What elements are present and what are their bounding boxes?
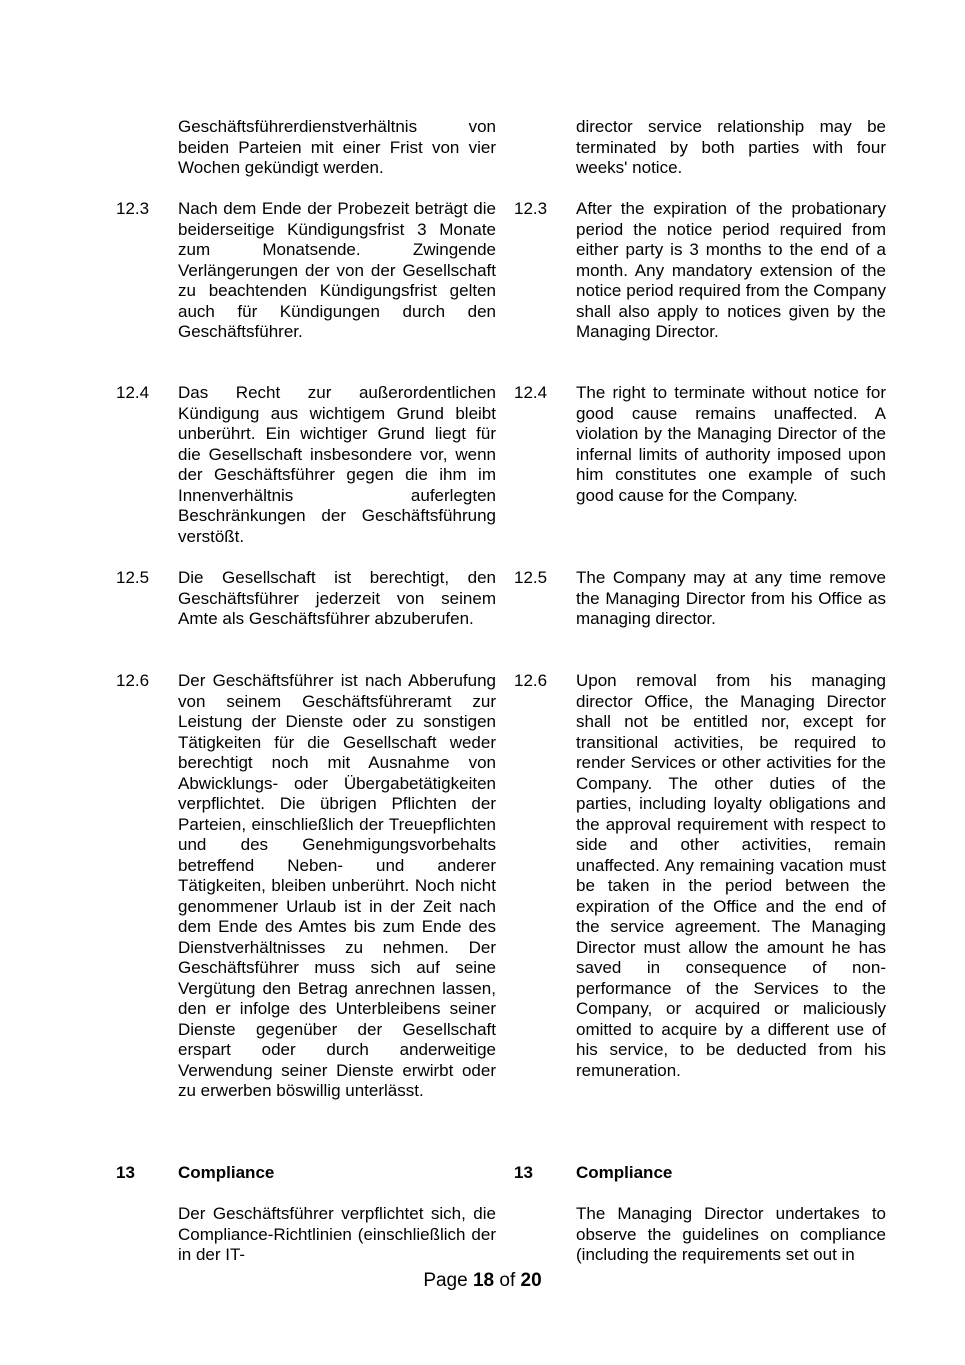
clause-number-en: 12.6 — [514, 671, 548, 690]
section-number-en: 13 — [514, 1163, 533, 1182]
clause-text-en: director service relationship may be terminated by both parties with four weeks' notice. — [576, 117, 886, 177]
current-page: 18 — [472, 1270, 495, 1291]
section-number-de: 13 — [116, 1163, 135, 1182]
clause-text-en: Upon removal from his managing director Office, the Managing Director shall not be entitled nor, except for transitional activities, be required to render Services or other activities for the Company. The other duties of the parties, including loyalty obligations and the approval requirement with respect to side and other activities, remain unaffected. Any remaining vacation must be taken in the period between the expiration of the Office and the end of the service agreement. The Managing Director must allow the amount he has saved in consequence of non-performance of the Services to the Company, or acquired or maliciously omitted to acquire by a different use of his service, to be deducted from his remuneration. — [576, 671, 886, 1080]
clause-text-de: Nach dem Ende der Probezeit beträgt die beiderseitige Kündigungsfrist 3 Monate zum Monatsende. Zwingende Verlängerungen der von der Gesellschaft zu beachtenden Kündigungsfrist gelten auch für Kündigungen durch den Geschäftsführer. — [178, 199, 496, 341]
clause-number-en: 12.4 — [514, 383, 548, 402]
total-pages: 20 — [520, 1270, 542, 1291]
clause-number-de: 12.4 — [116, 383, 150, 402]
clause-text-en: The right to terminate without notice for good cause remains unaffected. A violation by the Managing Director of the infernal limits of authority imposed upon him constitutes one example of such good cause for the Company. — [576, 383, 886, 505]
clause-number-de: 12.6 — [116, 671, 150, 690]
clause-text-de: Das Recht zur außerordentlichen Kündigung aus wichtigem Grund bleibt unberührt. Ein wichtiger Grund liegt für die Gesellschaft insbesondere vor, wenn der Geschäftsführer gegen die ihm im Innenverhältnis auferlegten Beschränkungen der Geschäftsführung verstößt. — [178, 383, 496, 546]
clause-text-en: The Company may at any time remove the Managing Director from his Office as managing director. — [576, 568, 886, 628]
section-title-en: Compliance — [576, 1163, 673, 1182]
section-title-de: Compliance — [178, 1163, 275, 1182]
clause-text-en: After the expiration of the probationary period the notice period required from either party is 3 months to the end of a month. Any mandatory extension of the notice period required from the Company shall also apply to notices given by the Managing Director. — [576, 199, 886, 341]
page-label: Page — [423, 1270, 468, 1291]
clause-text-de: Geschäftsführerdienstverhältnis von beiden Parteien mit einer Frist von vier Wochen gekündigt werden. — [178, 117, 496, 177]
section-text-en: The Managing Director undertakes to observe the guidelines on compliance (including the requirements set out in — [576, 1204, 886, 1264]
clause-number-de: 12.3 — [116, 199, 150, 218]
page-of-label: of — [499, 1270, 516, 1291]
clause-text-de: Die Gesellschaft ist berechtigt, den Geschäftsführer jederzeit von seinem Amte als Geschäftsführer abzuberufen. — [178, 568, 496, 628]
clause-number-de: 12.5 — [116, 568, 150, 587]
page-number-footer — [0, 1270, 965, 1292]
clause-number-en: 12.3 — [514, 199, 548, 218]
clause-number-en: 12.5 — [514, 568, 548, 587]
section-text-de: Der Geschäftsführer verpflichtet sich, die Compliance-Richtlinien (einschließlich der in der IT- — [178, 1204, 496, 1264]
clause-text-de: Der Geschäftsführer ist nach Abberufung von seinem Geschäftsführeramt zur Leistung der Dienste oder zu sonstigen Tätigkeiten für die Gesellschaft weder berechtigt noch mit Ausnahme von Abwicklungs- oder Übergabetätigkeiten verpflichtet. Die übrigen Pflichten der Parteien, einschließlich der Treuepflichten und des Genehmigungsvorbehalts betreffend Neben- und anderer Tätigkeiten, bleiben unberührt. Noch nicht genommener Urlaub ist in der Zeit nach dem Ende des Amtes bis zum Ende des Dienstverhältnisses zu nehmen. Der Geschäftsführer muss sich auf seine Vergütung den Betrag anrechnen lassen, den er infolge des Unterbleibens seiner Dienste gegenüber der Gesellschaft erspart oder durch anderweitige Verwendung seiner Dienste erwirbt oder zu erwerben böswillig unterlässt. — [178, 671, 496, 1100]
